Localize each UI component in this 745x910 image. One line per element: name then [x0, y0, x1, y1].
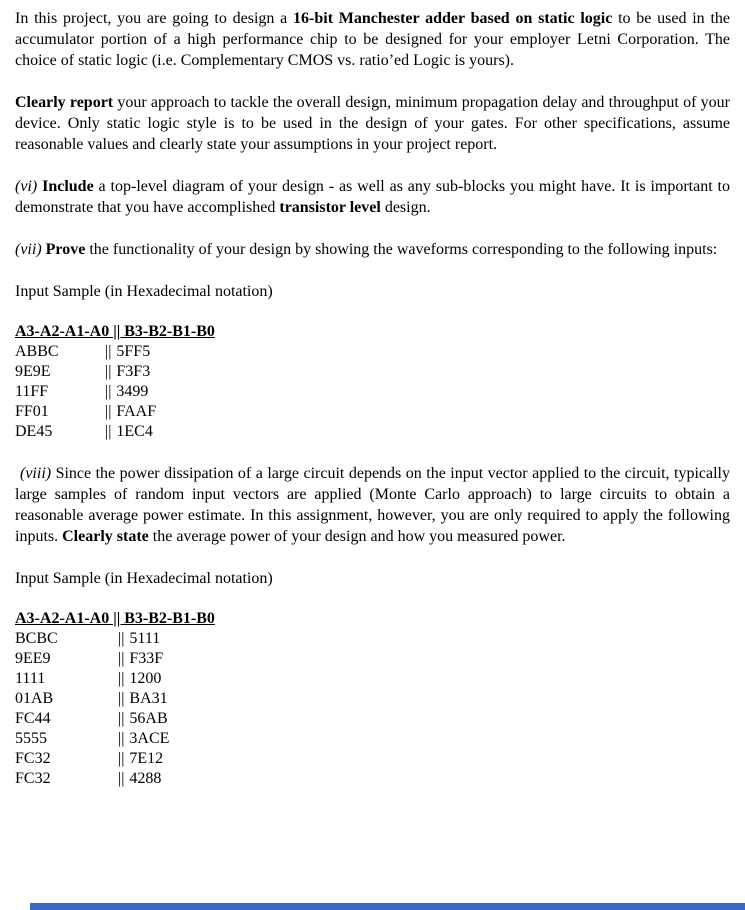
table-row	[15, 729, 730, 749]
operand-b: 3ACE	[129, 730, 170, 747]
text-run: Since the power dissipation of a large circuit depends on the input vector applied to the circuit, typically large samples of random input vectors are applied (Monte Carlo approach) to large circuits to obtain a reasonable average power estimate. In this assignment, however, you are only required to apply the following inputs.	[15, 465, 730, 545]
operand-b: 5FF5	[116, 343, 151, 360]
operand-b: 56AB	[129, 710, 168, 727]
operand-b: F33F	[129, 650, 164, 667]
table-row	[15, 342, 730, 362]
separator: ||	[118, 630, 125, 647]
separator: ||	[118, 670, 125, 687]
text-run: design.	[380, 199, 431, 216]
table-row	[15, 689, 730, 709]
operand-a: 5555	[15, 730, 47, 747]
table-row	[15, 769, 730, 789]
text-run: your approach to tackle the overall design, minimum propagation delay and throughput of your device. Only static logic style is to be used in the design of your gates. For other specifications, assume reasonable values and clearly state your assumptions in your project report.	[15, 94, 730, 153]
operand-a: 9EE9	[15, 650, 51, 667]
separator: ||	[105, 343, 112, 360]
table-1-header: A3-A2-A1-A0 || B3-B2-B1-B0	[15, 323, 215, 340]
operand-a: ABBC	[15, 343, 59, 360]
text-run-bold: Clearly report	[15, 94, 114, 111]
table-row	[15, 749, 730, 769]
operand-a: FC32	[15, 770, 51, 787]
table-row	[15, 649, 730, 669]
operand-b: 1200	[129, 670, 162, 687]
operand-a: BCBC	[15, 630, 58, 647]
input-table-2	[15, 609, 730, 789]
text-run: the average power of your design and how you measured power.	[148, 528, 566, 545]
operand-a: 9E9E	[15, 363, 51, 380]
table-row	[15, 669, 730, 689]
text-run: the functionality of your design by showing the waveforms corresponding to the following inputs:	[85, 241, 718, 258]
text-run-bold: Prove	[45, 241, 86, 258]
table-row	[15, 422, 730, 442]
text-run-bold: Include	[42, 178, 94, 195]
paragraph-vi	[15, 176, 730, 218]
separator: ||	[105, 383, 112, 400]
separator: ||	[105, 423, 112, 440]
operand-b: 4288	[129, 770, 162, 787]
bottom-accent-bar	[30, 903, 745, 910]
text-run-italic: (vii)	[15, 241, 46, 258]
table-2-header: A3-A2-A1-A0 || B3-B2-B1-B0	[15, 610, 215, 627]
table-row	[15, 362, 730, 382]
text-run-bold: transistor level	[279, 199, 381, 216]
input-sample-label-2: Input Sample (in Hexadecimal notation)	[15, 570, 273, 587]
operand-b: F3F3	[116, 363, 151, 380]
text-run: a top-level diagram of your design - as well as any sub-blocks you might have. It is important to demonstrate that you have accomplished	[15, 178, 731, 216]
separator: ||	[105, 363, 112, 380]
table-row	[15, 709, 730, 729]
input-sample-label-1: Input Sample (in Hexadecimal notation)	[15, 283, 273, 300]
separator: ||	[118, 750, 125, 767]
table-row	[15, 382, 730, 402]
operand-b: 7E12	[129, 750, 164, 767]
operand-a: FC32	[15, 750, 51, 767]
separator: ||	[118, 770, 125, 787]
text-run: In this project, you are going to design a	[15, 10, 294, 27]
operand-b: 3499	[116, 383, 149, 400]
operand-b: 1EC4	[116, 423, 153, 440]
operand-a: FC44	[15, 710, 51, 727]
text-run: to be used in the accumulator portion of a high performance chip to be designed for your employer Letni Corporation. The choice of static logic (i.e. Complementary CMOS vs. ratio’ed Logic is yours).	[15, 10, 730, 69]
text-run-italic: (viii)	[20, 465, 52, 482]
text-run-bold: Clearly state	[62, 528, 149, 545]
paragraph-report	[15, 92, 730, 155]
operand-b: FAAF	[116, 403, 157, 420]
text-run-bold: 16-bit Manchester adder based on static logic	[293, 10, 613, 27]
table-row	[15, 402, 730, 422]
operand-a: DE45	[15, 423, 53, 440]
operand-a: FF01	[15, 403, 49, 420]
paragraph-vii	[15, 239, 730, 260]
operand-a: 01AB	[15, 690, 54, 707]
paragraph-intro	[15, 8, 730, 71]
separator: ||	[118, 710, 125, 727]
separator: ||	[105, 403, 112, 420]
operand-a: 1111	[15, 670, 46, 687]
operand-b: BA31	[129, 690, 168, 707]
paragraph-viii	[15, 463, 730, 547]
separator: ||	[118, 690, 125, 707]
table-row	[15, 629, 730, 649]
separator: ||	[118, 650, 125, 667]
text-run-italic: (vi)	[15, 178, 43, 195]
operand-a: 11FF	[15, 383, 49, 400]
operand-b: 5111	[129, 630, 161, 647]
input-table-1	[15, 322, 730, 442]
separator: ||	[118, 730, 125, 747]
